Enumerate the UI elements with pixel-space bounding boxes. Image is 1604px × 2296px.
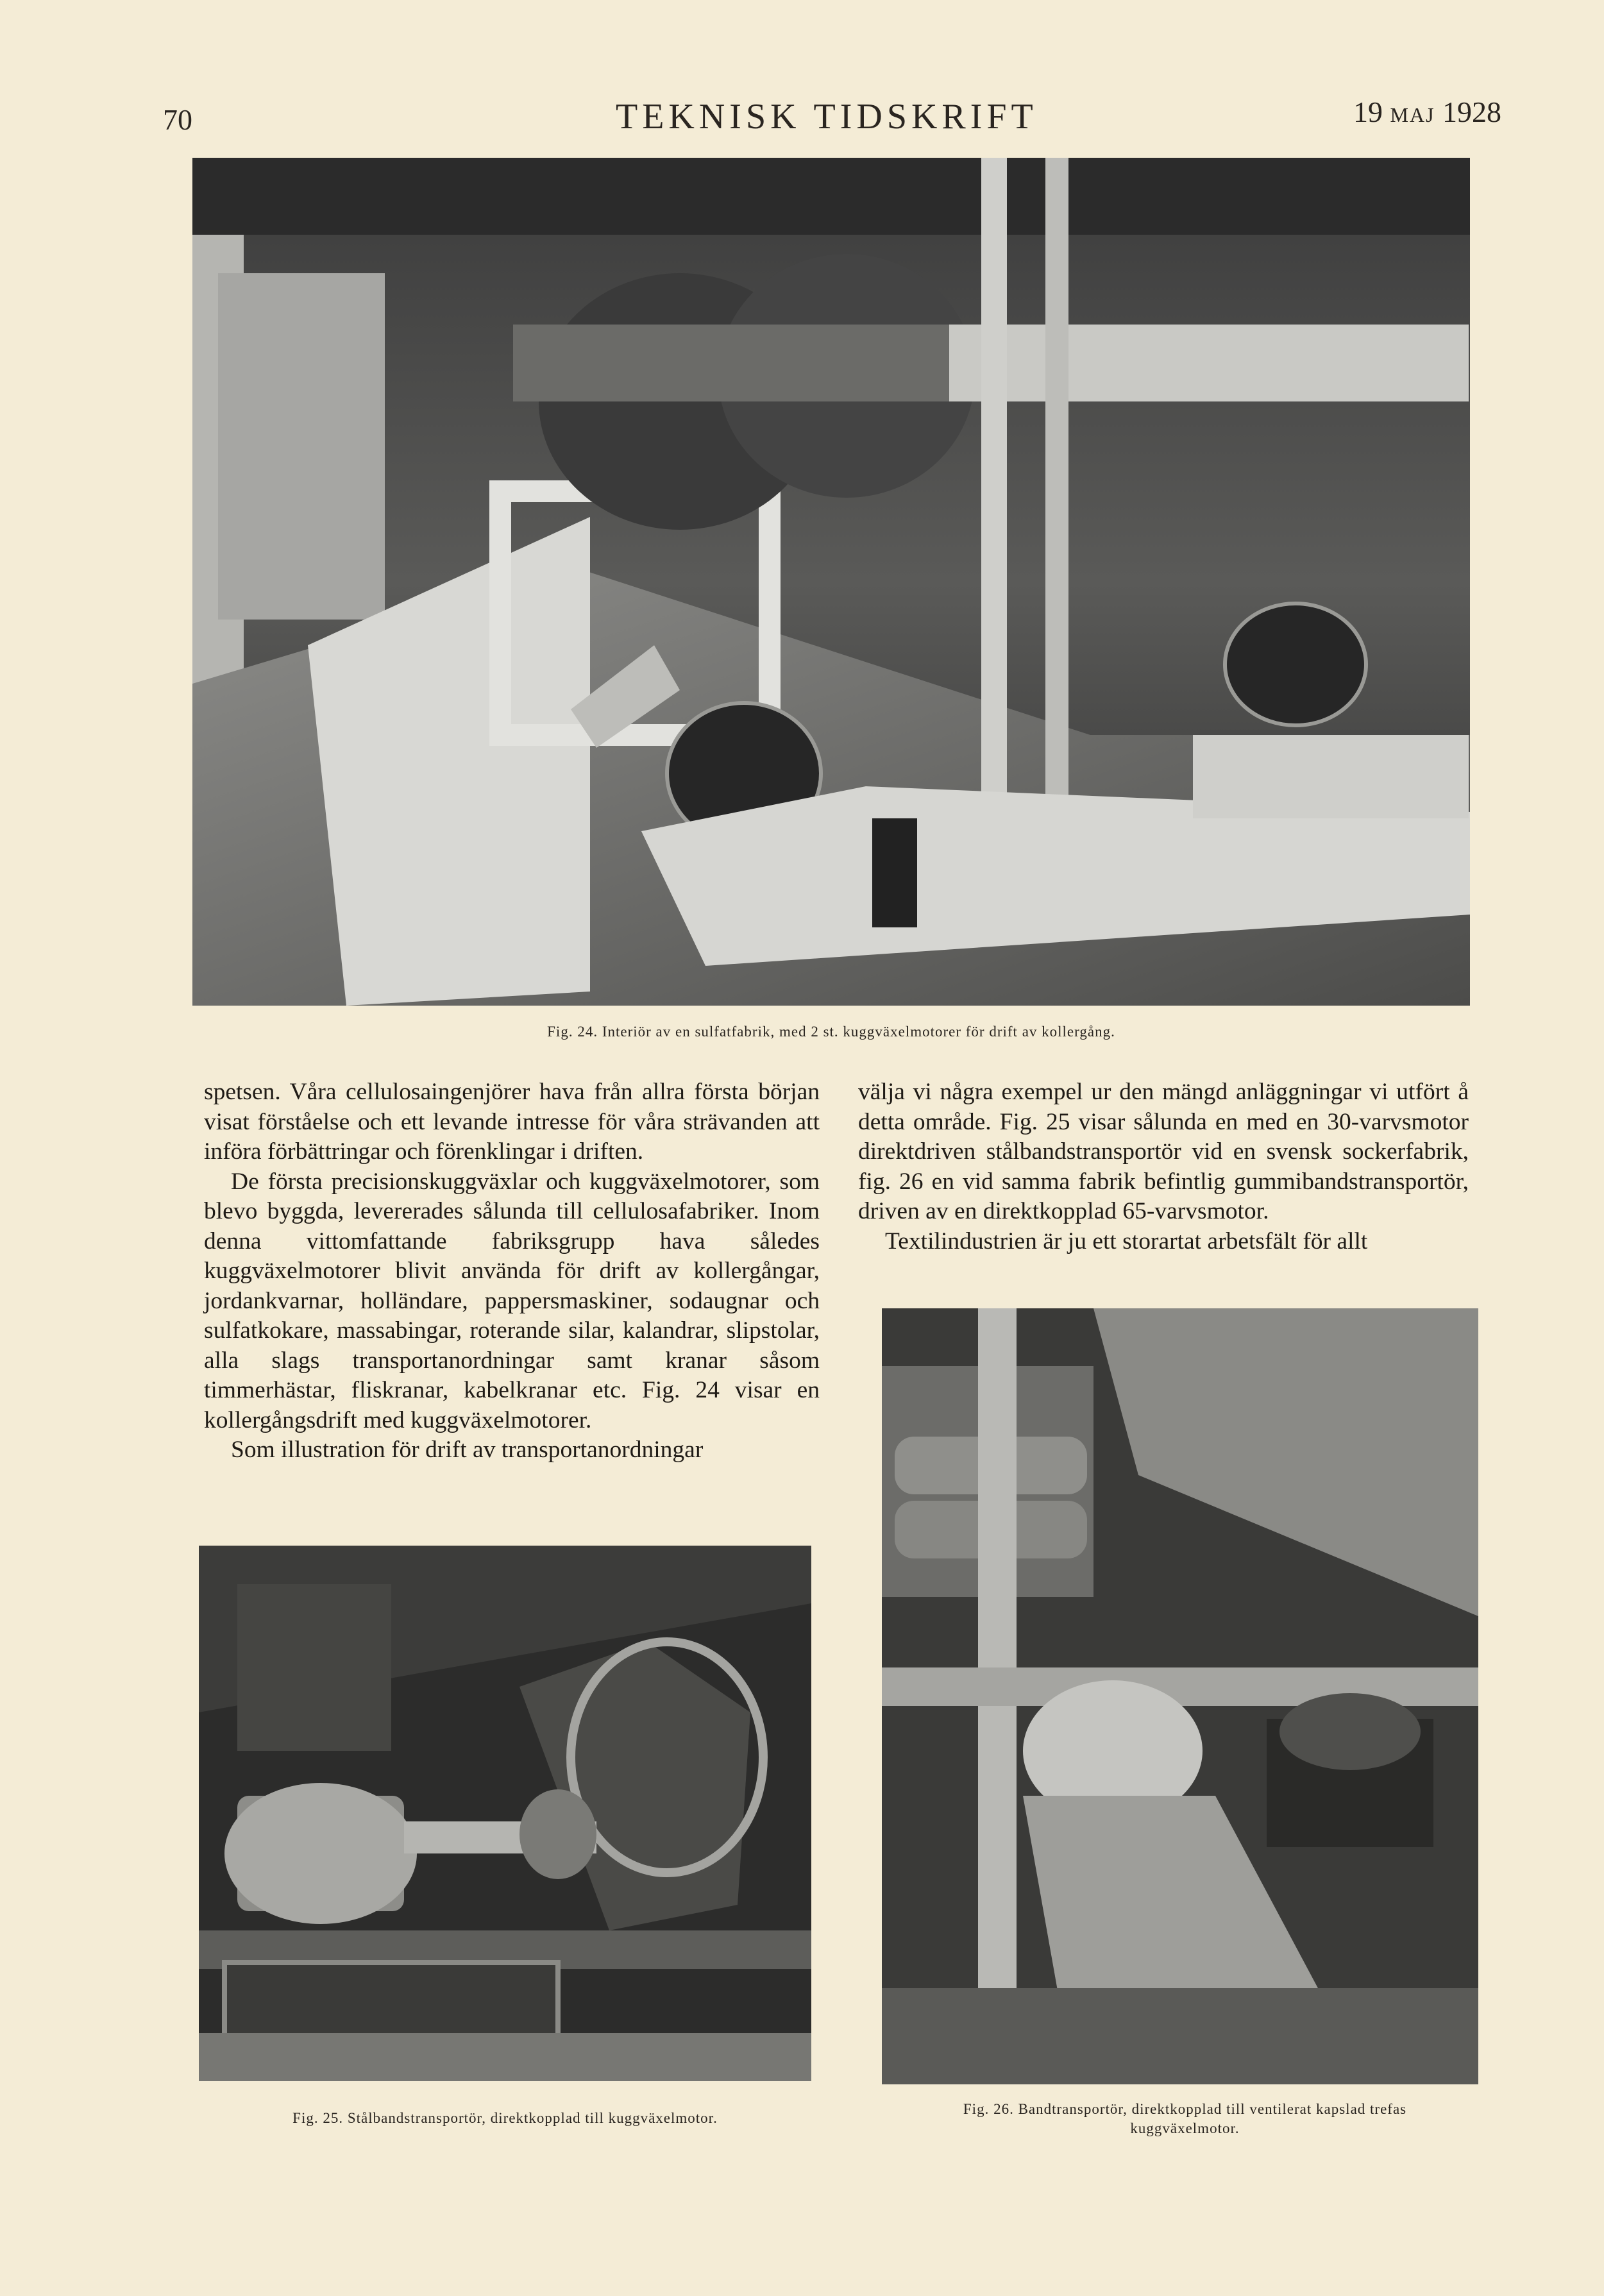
left-paragraph-2: De första precisionskuggväxlar och kuggväxelmotorer, som blevo byggda, levererades sålunda till cellulosafabriker. Inom denna vittomfattande fabriksgrupp hava således kuggväxelmotorer blivit använda för drift av kollergångar, jordankvarnar, holländare, pappersmaskiner, sodaugnar och sulfatkokare, massabingar, roterande silar, kalandrar, slipstolar, alla slags transportanordningar samt kranar såsom timmerhästar, fliskranar, kabelkranar etc. Fig. 24 visar en kollergångsdrift med kuggväxelmotorer. xyxy=(204,1168,820,1433)
fig24-caption: Fig. 24. Interiör av en sulfatfabrik, med 2 st. kuggväxelmotorer för drift av kollergång. xyxy=(547,1024,1115,1040)
fig24-photo xyxy=(192,158,1470,1006)
right-column-text xyxy=(858,1077,1469,1256)
fig26-caption-line-1: Fig. 26. Bandtransportör, direktkopplad till ventilerat kapslad trefas xyxy=(963,2101,1407,2117)
right-paragraph-2: Textilindustrien är ju ett storartat arbetsfält för allt xyxy=(885,1228,1368,1254)
right-paragraph-1: välja vi några exempel ur den mängd anläggningar vi utfört å detta område. Fig. 25 visar sålunda en med en 30-varvsmotor direktdriven stålbandstransportör vid en svensk sockerfabrik, fig. 26 en vid samma fabrik befintlig gummibandstransportör, driven av en direktkopplad 65-varvsmotor. xyxy=(858,1079,1469,1224)
journal-title: TEKNISK TIDSKRIFT xyxy=(616,97,1038,137)
left-paragraph-1: spetsen. Våra cellulosaingenjörer hava från allra första början visat förståelse och ett levande intresse för våra strävanden att införa förbättringar och förenklingar i driften. xyxy=(204,1079,820,1165)
issue-date xyxy=(1353,95,1501,129)
left-paragraph-3: Som illustration för drift av transportanordningar xyxy=(231,1437,704,1463)
issue-year: 1928 xyxy=(1442,96,1502,128)
page-number: 70 xyxy=(163,103,192,136)
left-column-text xyxy=(204,1077,820,1465)
fig26-caption xyxy=(882,2100,1488,2138)
fig25-caption: Fig. 25. Stålbandstransportör, direktkopplad till kuggväxelmotor. xyxy=(292,2110,718,2126)
fig26-photo xyxy=(882,1308,1478,2084)
issue-day: 19 xyxy=(1353,96,1383,128)
fig26-caption-line-2: kuggväxelmotor. xyxy=(1130,2120,1240,2136)
fig25-photo xyxy=(199,1546,811,2081)
issue-month: MAJ xyxy=(1390,103,1435,126)
